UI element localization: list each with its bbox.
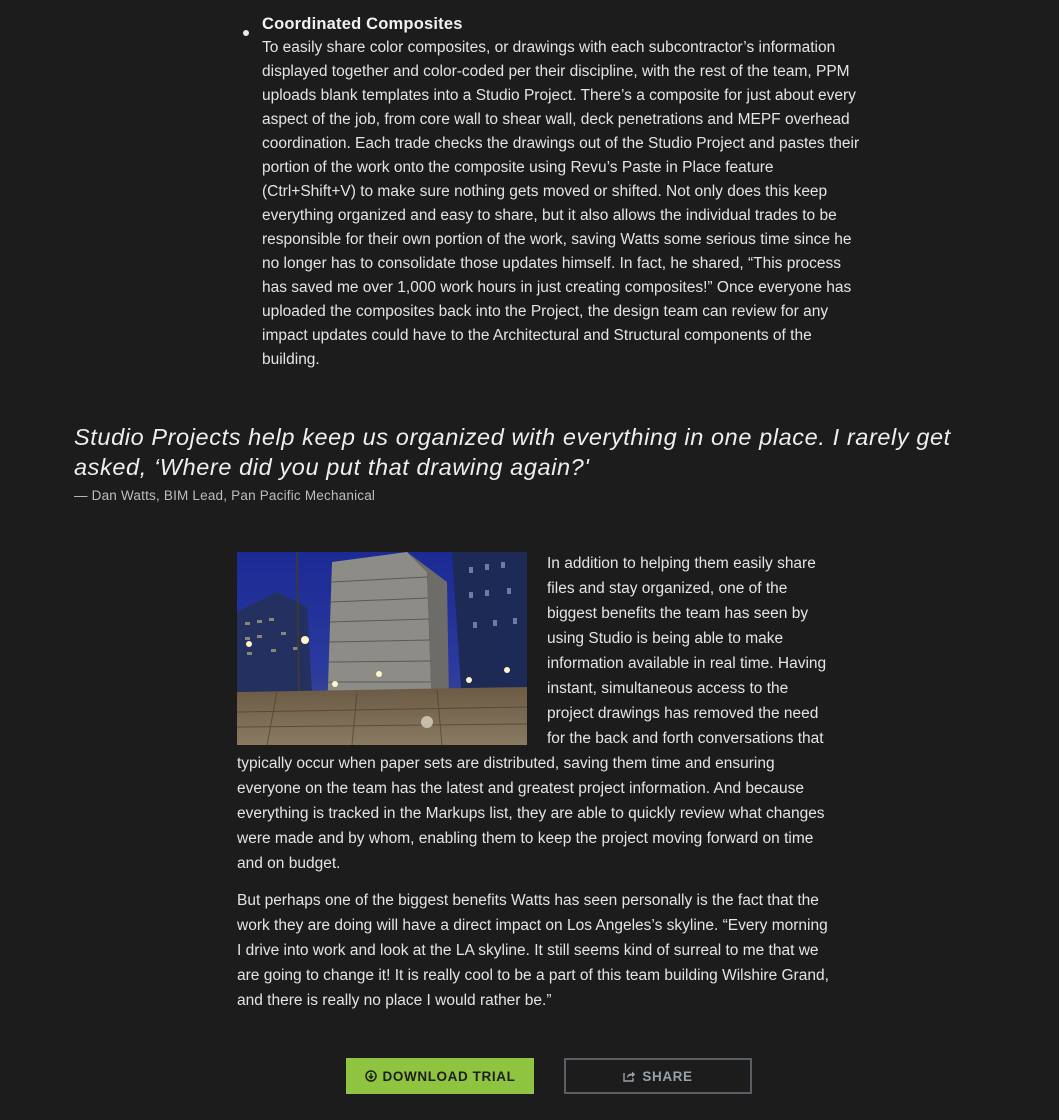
bullet-title: Coordinated Composites (262, 15, 463, 33)
download-trial-label: DOWNLOAD TRIAL (382, 1068, 516, 1084)
share-label: SHARE (642, 1068, 693, 1084)
download-circle-icon (365, 1070, 377, 1082)
share-icon (623, 1070, 636, 1082)
action-buttons (346, 1058, 752, 1094)
article-body (237, 551, 835, 1025)
quote-attribution: — Dan Watts, BIM Lead, Pan Pacific Mechanical (74, 488, 376, 503)
quote-text: Studio Projects help keep us organized with everything in one place. I rarely get asked, ‘Where did you put that drawing again?' (74, 424, 951, 480)
article-paragraph-1: In addition to helping them easily share files and stay organized, one of the biggest benefits the team has seen by using Studio is being able to make information available in real time. Having instant, simultaneous access to the project drawings has removed the need for the back and forth conversations that typically occur when paper sets are distributed, saving them time and ensuring everyone on the team has the latest and greatest project information. And because everything is tracked in the Markups list, they are able to quickly review what changes were made and by whom, enabling them to keep the project moving forward on time and on budget. (237, 555, 827, 872)
pull-quote (74, 422, 1004, 503)
construction-site-photo (237, 552, 527, 745)
share-button[interactable] (564, 1058, 752, 1094)
construction-site-illustration (237, 552, 527, 745)
bullet-dot (243, 30, 249, 36)
article-paragraph-2: But perhaps one of the biggest benefits Watts has seen personally is the fact that the work they are doing will have a direct impact on Los Angeles’s skyline. “Every morning I drive into work and look at the LA skyline. It still seems kind of surreal to me that we are going to change it! It is really cool to be a part of this team building Wilshire Grand, and there is really no place I would rather be.” (237, 892, 829, 1009)
bullet-text: To easily share color composites, or drawings with each subcontractor’s information displayed together and color-coded per their discipline, with the rest of the team, PPM uploads blank templates into a Studio Project. There’s a composite for just about every aspect of the job, from core wall to shear wall, deck penetrations and MEPF overhead coordination. Each trade checks the drawings out of the Studio Project and pastes their portion of the work onto the composite using Revu’s Paste in Place feature (Ctrl+Shift+V) to make sure nothing gets moved or shifted. Not only does this keep everything organized and easy to share, but it also allows the individual trades to be responsible for their own portion of the work, saving Watts some serious time since he no longer has to consolidate those updates himself. In fact, he shared, “This process has saved me over 1,000 work hours in just creating composites!” Once everyone has uploaded the composites back into the Project, the design team can review for any impact updates could have to the Architectural and Structural components of the building. (262, 39, 860, 368)
download-trial-button[interactable] (346, 1058, 534, 1094)
coordinated-composites-item (262, 12, 862, 372)
